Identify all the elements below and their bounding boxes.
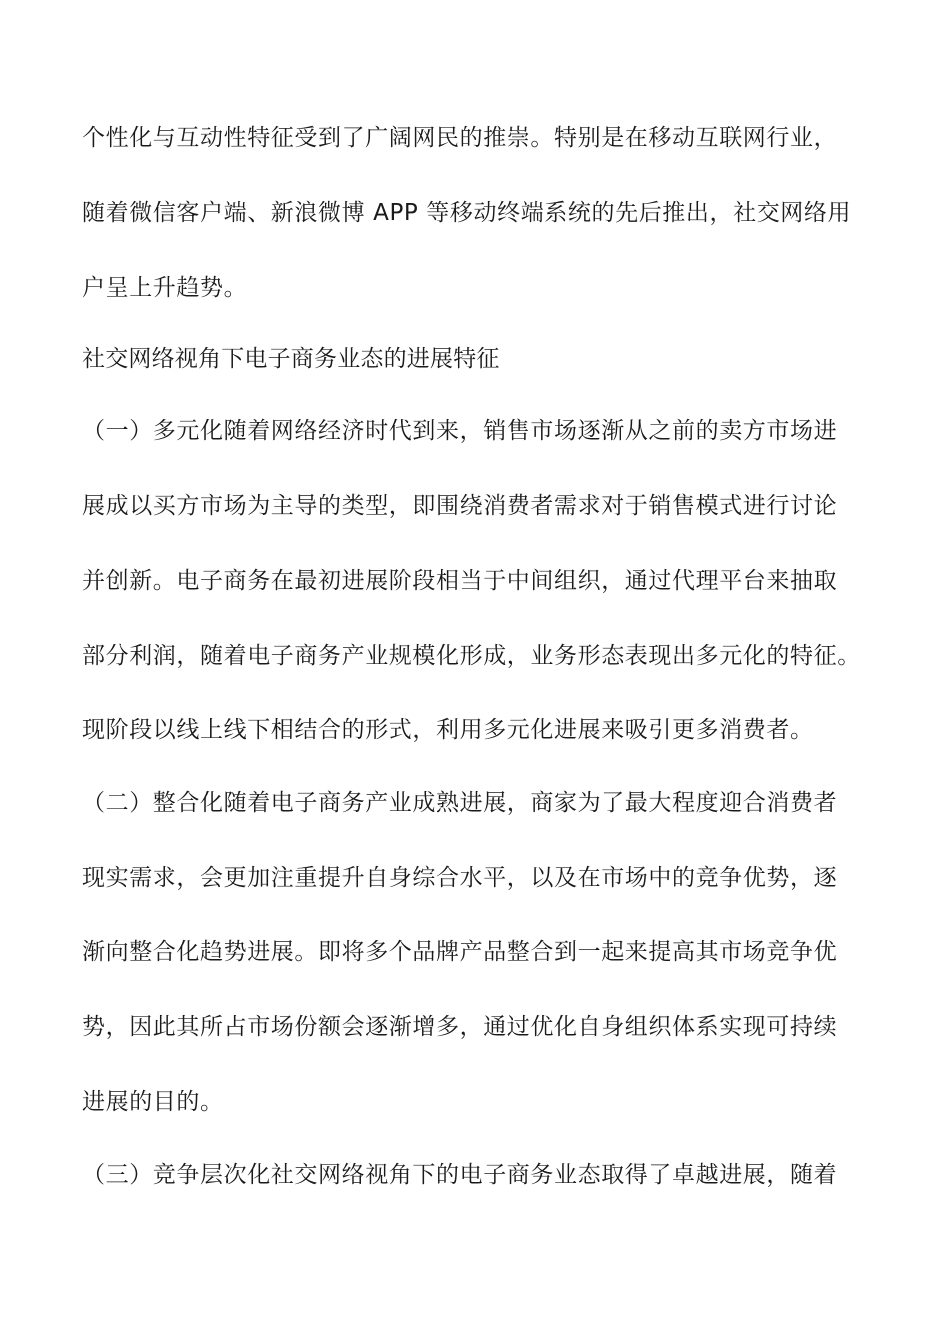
text-line: （一）多元化随着网络经济时代到来，销售市场逐渐从之前的卖方市场进	[82, 418, 838, 444]
text-line: 户呈上升趋势。	[82, 275, 248, 301]
text-line: 渐向整合化趋势进展。即将多个品牌产品整合到一起来提高其市场竞争优	[82, 939, 838, 965]
text-line: 现实需求，会更加注重提升自身综合水平，以及在市场中的竞争优势，逐	[82, 865, 838, 891]
text-line: 并创新。电子商务在最初进展阶段相当于中间组织，通过代理平台来抽取	[82, 568, 838, 594]
text-line: 个性化与互动性特征受到了广阔网民的推崇。特别是在移动互联网行业，	[82, 125, 838, 151]
text-line: 现阶段以线上线下相结合的形式，利用多元化进展来吸引更多消费者。	[82, 717, 814, 743]
text-line: 势，因此其所占市场份额会逐渐增多，通过优化自身组织体系实现可持续	[82, 1014, 838, 1040]
text-line: 进展的目的。	[82, 1089, 224, 1115]
text-line: 展成以买方市场为主导的类型，即围绕消费者需求对于销售模式进行讨论	[82, 493, 838, 519]
text-line: （二）整合化随着电子商务产业成熟进展，商家为了最大程度迎合消费者	[82, 790, 838, 816]
text-line: （三）竞争层次化社交网络视角下的电子商务业态取得了卓越进展，随着	[82, 1162, 838, 1188]
text-line: 部分利润，随着电子商务产业规模化形成，业务形态表现出多元化的特征。	[82, 643, 861, 669]
text-line: 随着微信客户端、新浪微博 APP 等移动终端系统的先后推出，社交网络用	[82, 200, 852, 226]
section-heading: 社交网络视角下电子商务业态的进展特征	[82, 346, 500, 372]
